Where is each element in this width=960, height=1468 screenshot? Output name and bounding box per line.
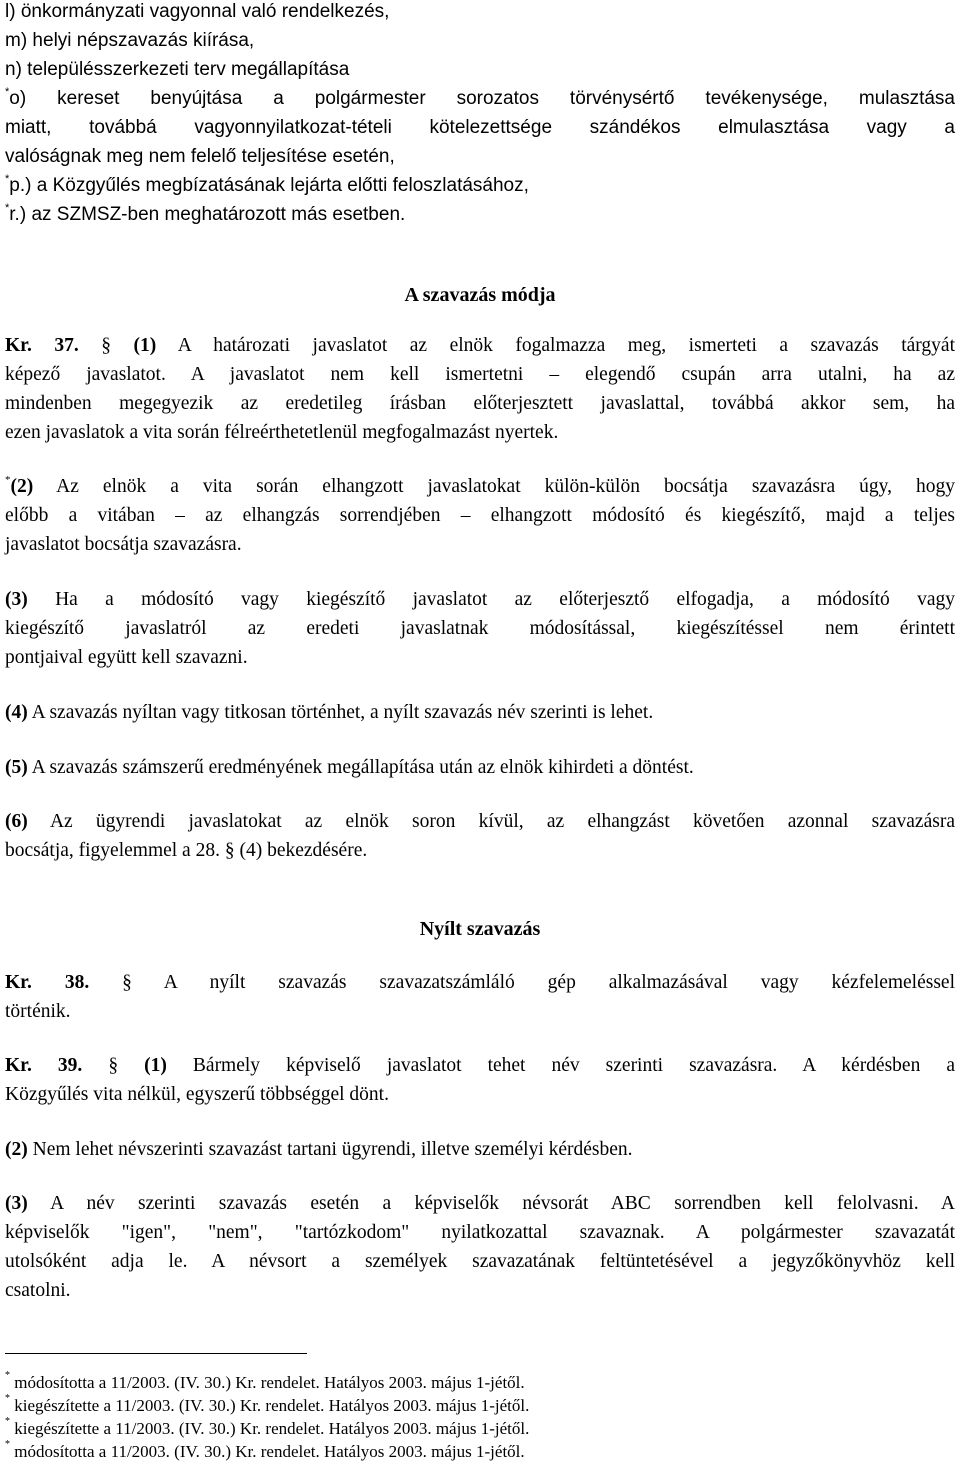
kr37-line1: Kr. 37. § (1) A határozati javaslatot az elnök fogalmazza meg, ismerteti a szavazás tárgyát — [5, 335, 955, 356]
footnote: * módosította a 11/2003. (IV. 30.) Kr. rendelet. Hatályos 2003. május 1-jétől. — [5, 1370, 525, 1392]
footnote-ref: * — [5, 85, 10, 98]
kr37-line3: mindenben megegyezik az eredetileg írásban előterjesztett javaslattal, továbbá akkor sem, ha — [5, 393, 955, 414]
list-item-o-line3: valóságnak meg nem felelő teljesítése esetén, — [5, 146, 395, 167]
p6-line2: bocsátja, figyelemmel a 28. § (4) bekezdésére. — [5, 840, 368, 861]
list-item-p: *p.) a Közgyűlés megbízatásának lejárta előtti feloszlatásához, — [5, 172, 529, 196]
section-heading: A szavazás módja — [404, 284, 556, 306]
list-item-o-line1: *o) kereset benyújtása a polgármester sorozatos törvénysértő tevékenysége, mulasztása — [5, 85, 955, 109]
footnote-divider — [5, 1353, 307, 1354]
p2-line3: javaslatot bocsátja szavazásra. — [5, 534, 242, 555]
kr37-paragraph-4: (4) A szavazás nyíltan vagy titkosan történhet, a nyílt szavazás név szerinti is lehet. — [5, 702, 654, 723]
kr38-line2: történik. — [5, 1001, 71, 1022]
list-item-n: n) településszerkezeti terv megállapítása — [5, 59, 350, 80]
list-item-l: l) önkormányzati vagyonnal való rendelkezés, — [5, 1, 390, 22]
footnote-ref: * — [5, 172, 10, 185]
article-label: Kr. 37. — [5, 335, 79, 356]
kr39-paragraph-2: (2) Nem lehet névszerinti szavazást tartani ügyrendi, illetve személyi kérdésben. — [5, 1139, 633, 1160]
p3-line2: kiegészítő javaslatról az eredeti javaslatnak módosítással, kiegészítéssel nem érintett — [5, 618, 955, 639]
p6-line1: (6) Az ügyrendi javaslatokat az elnök soron kívül, az elhangzást követően azonnal szavazásra — [5, 811, 955, 832]
footnote: * kiegészítette a 11/2003. (IV. 30.) Kr. rendelet. Hatályos 2003. május 1-jétől. — [5, 1416, 530, 1438]
section-heading-2: Nyílt szavazás — [419, 918, 541, 940]
kr39p3-line1: (3) A név szerinti szavazás esetén a képviselők névsorát ABC sorrendben kell felolvasni. A — [5, 1193, 955, 1214]
footnote: * módosította a 11/2003. (IV. 30.) Kr. rendelet. Hatályos 2003. május 1-jétől. — [5, 1439, 525, 1461]
kr37-line4: ezen javaslatok a vita során félreérthetetlenül megfogalmazást nyertek. — [5, 422, 559, 443]
footnote-ref: * — [5, 473, 11, 486]
article-label: Kr. 39. — [5, 1055, 83, 1076]
kr39p3-line2: képviselők "igen", "nem", "tartózkodom" nyilatkozattal szavaznak. A polgármester szavazatát — [5, 1222, 955, 1243]
footnote-ref: * — [5, 201, 10, 214]
kr37-paragraph — [5, 331, 955, 447]
kr38-paragraph — [5, 968, 955, 1026]
kr38-line1: Kr. 38. § A nyílt szavazás szavazatszámláló gép alkalmazásával vagy kézfelemeléssel — [5, 972, 955, 993]
kr39p3-line4: csatolni. — [5, 1280, 71, 1301]
kr39-line2: Közgyűlés vita nélkül, egyszerű többséggel dönt. — [5, 1084, 389, 1105]
list-item-o-line2: miatt, továbbá vagyonnyilatkozat-tételi kötelezettsége szándékos elmulasztása vagy a — [5, 117, 955, 138]
kr39-paragraph-3 — [5, 1189, 955, 1305]
kr37-line2: képező javaslatot. A javaslatot nem kell ismertetni – elegendő csupán arra utalni, ha az — [5, 364, 955, 385]
kr39-paragraph — [5, 1051, 955, 1109]
list-item-m: m) helyi népszavazás kiírása, — [5, 30, 255, 51]
list-item-r: *r.) az SZMSZ-ben meghatározott más esetben. — [5, 201, 406, 225]
article-label: Kr. 38. — [5, 972, 90, 993]
p3-line1: (3) Ha a módosító vagy kiegészítő javaslatot az előterjesztő elfogadja, a módosító vagy — [5, 589, 955, 610]
p2-line2: előbb a vitában – az elhangzás sorrendjében – elhangzott módosító és kiegészítő, majd a teljes — [5, 505, 955, 526]
kr39p3-line3: utolsóként adja le. A névsort a személyek szavazatának feltüntetésével a jegyzőkönyvhöz kell — [5, 1251, 955, 1272]
kr37-paragraph-5: (5) A szavazás számszerű eredményének megállapítása után az elnök kihirdeti a döntést. — [5, 757, 694, 778]
kr39-line1: Kr. 39. § (1) Bármely képviselő javaslatot tehet név szerinti szavazásra. A kérdésben a — [5, 1055, 956, 1076]
p3-line3: pontjaival együtt kell szavazni. — [5, 647, 248, 668]
kr37-paragraph-3 — [5, 585, 955, 672]
intro-list — [5, 0, 955, 229]
kr37-paragraph-6 — [5, 807, 955, 865]
p2-line1: *(2) Az elnök a vita során elhangzott javaslatokat külön-külön bocsátja szavazásra úgy, hogy — [5, 473, 955, 497]
kr37-paragraph-2 — [5, 472, 955, 559]
footnote: * kiegészítette a 11/2003. (IV. 30.) Kr. rendelet. Hatályos 2003. május 1-jétől. — [5, 1393, 530, 1415]
